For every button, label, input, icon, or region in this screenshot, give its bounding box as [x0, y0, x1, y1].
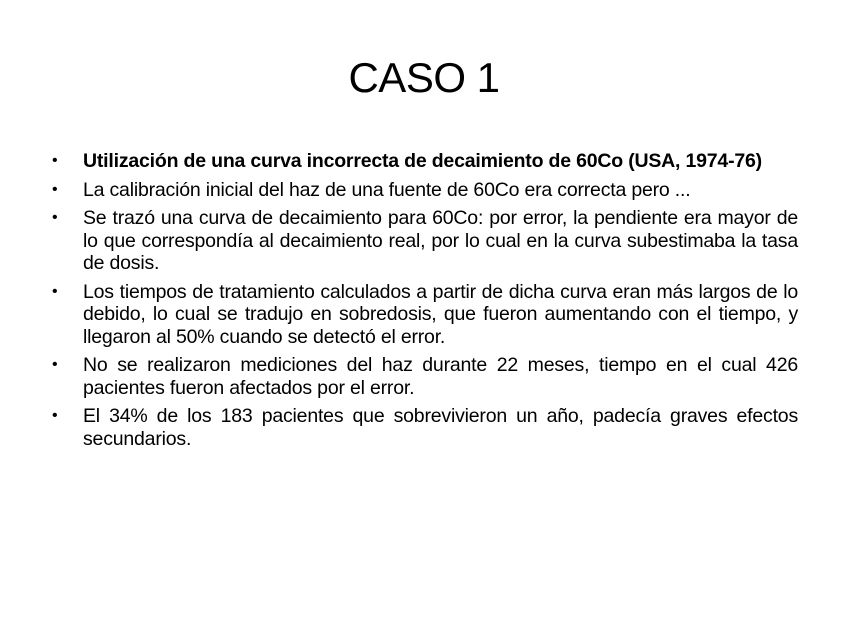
bullet-item-2 — [48, 179, 798, 202]
bullet-text: Utilización de una curva incorrecta de decaimiento de 60Co (USA, 1974-76) — [83, 150, 762, 172]
bullet-item-4 — [48, 281, 798, 349]
bullet-item-1 — [48, 150, 798, 173]
bullet-icon: • — [52, 407, 58, 424]
bullet-icon: • — [52, 356, 58, 373]
bullet-item-5 — [48, 354, 798, 399]
bullet-icon: • — [52, 152, 58, 169]
bullet-text: Los tiempos de tratamiento calculados a partir de dicha curva eran más largos de lo debido, lo cual se tradujo en sobredosis, que fueron aumentando con el tiempo, y llegaron al 50% cuando se detectó el error. — [83, 280, 798, 348]
bullet-icon: • — [52, 282, 58, 300]
bullet-icon: • — [52, 180, 58, 198]
bullet-text: La calibración inicial del haz de una fuente de 60Co era correcta pero ... — [83, 178, 691, 201]
bullet-text: No se realizaron mediciones del haz durante 22 meses, tiempo en el cual 426 pacientes fueron afectados por el error. — [83, 354, 798, 399]
bullet-text: El 34% de los 183 pacientes que sobrevivieron un año, padecía graves efectos secundarios. — [83, 405, 798, 450]
slide-title: CASO 1 — [348, 54, 500, 101]
bullet-item-6 — [48, 405, 798, 450]
bullet-icon: • — [52, 209, 58, 226]
bullet-list — [48, 150, 798, 456]
bullet-text: Se trazó una curva de decaimiento para 60Co: por error, la pendiente era mayor de lo que correspondía al decaimiento real, por lo cual en la curva subestimaba la tasa de dosis. — [83, 207, 798, 274]
bullet-item-3 — [48, 207, 798, 275]
